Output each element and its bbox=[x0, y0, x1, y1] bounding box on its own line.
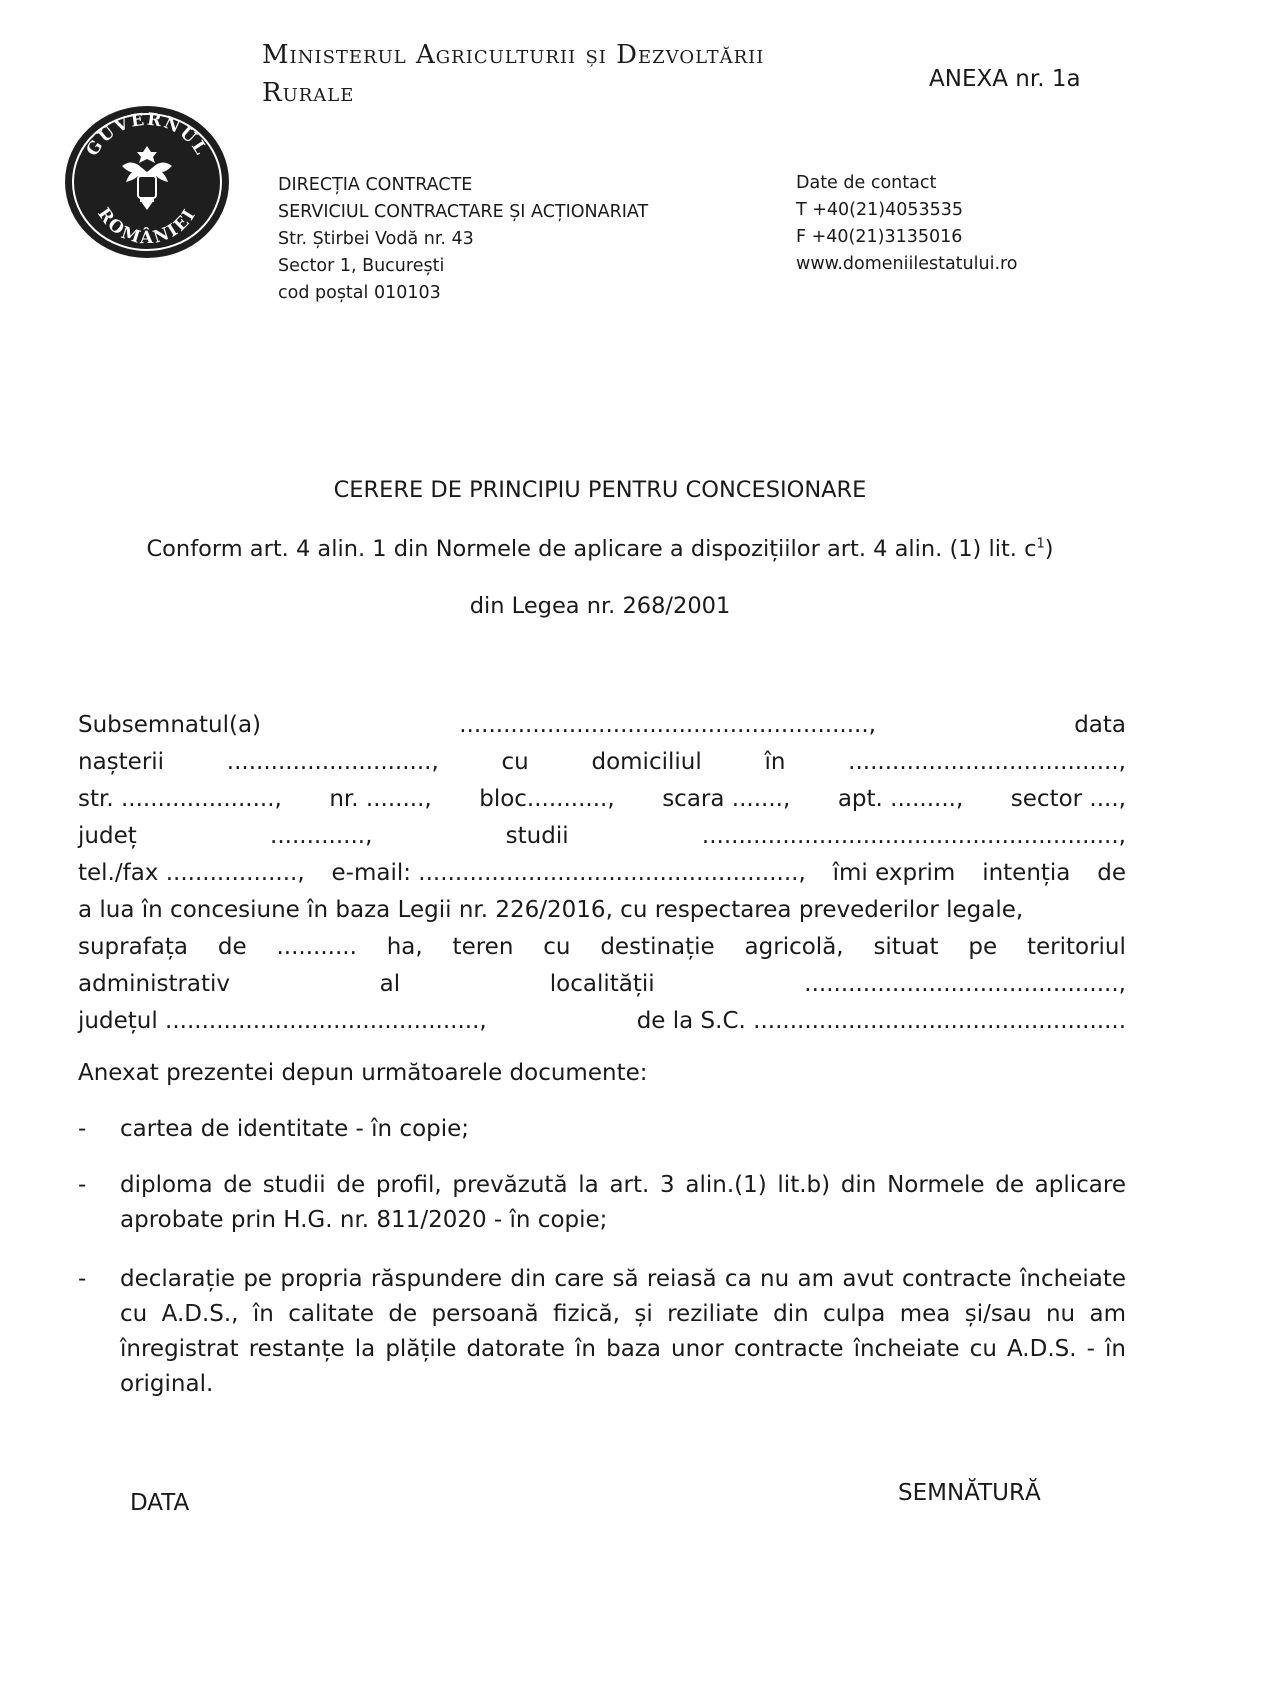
form-line-segment: de bbox=[1097, 860, 1126, 886]
contact-website: www.domeniilestatului.ro bbox=[796, 254, 1018, 274]
ministry-name-line1: Ministerul Agriculturii și Dezvoltării bbox=[262, 40, 765, 70]
form-line-segment: intenția bbox=[982, 860, 1071, 886]
ministry-name bbox=[262, 36, 764, 112]
form-line-segment: a lua în concesiune în baza Legii nr. 226/2016, cu respectarea prevederilor legale, bbox=[78, 897, 1024, 923]
seal-text-bottom: ROMÂNIEI bbox=[93, 204, 201, 249]
form-line-segment: al bbox=[379, 971, 401, 997]
form-line-segment: ............., bbox=[270, 823, 373, 849]
form-line-segment: tel./fax .................., bbox=[78, 860, 305, 886]
form-line-segment: teren bbox=[452, 934, 514, 960]
form-line-segment: studii bbox=[505, 823, 569, 849]
form-line-segment: localității bbox=[549, 971, 655, 997]
form-line-segment: în bbox=[764, 749, 786, 775]
application-form-paragraph bbox=[78, 707, 1126, 1040]
form-line-segment: ha, bbox=[386, 934, 423, 960]
list-dash: - bbox=[78, 1116, 87, 1142]
form-line-segment: Subsemnatul(a) bbox=[78, 712, 262, 738]
form-line-segment: cu bbox=[543, 934, 571, 960]
form-line-segment: scara ......., bbox=[662, 786, 791, 812]
form-line-segment: ........................................................, bbox=[459, 712, 876, 738]
list-item bbox=[78, 1262, 1126, 1402]
subtitle-superscript: 1 bbox=[1036, 536, 1045, 552]
form-line-segment: str. ....................., bbox=[78, 786, 282, 812]
form-line-segment: de bbox=[217, 934, 247, 960]
form-line bbox=[78, 781, 1126, 818]
list-dash: - bbox=[78, 1172, 87, 1198]
address-service: SERVICIUL CONTRACTARE ȘI ACȚIONARIAT bbox=[278, 202, 649, 222]
form-line-segment: e-mail: ...................................................., bbox=[331, 860, 806, 886]
address-street: Str. Știrbei Vodă nr. 43 bbox=[278, 229, 474, 249]
contact-phone: T +40(21)4053535 bbox=[796, 200, 964, 220]
list-item-text: declarație pe propria răspundere din care să reiasă ca nu am avut contracte încheiate cu A.D.S., în calitate de persoană fizică, și reziliate din culpa mea și/sau nu am înregistrat restanțe la plățile datorate în baza unor contracte încheiate cu A.D.S. - în original. bbox=[120, 1266, 1126, 1397]
form-line bbox=[78, 892, 1126, 929]
list-item-text: cartea de identitate - în copie; bbox=[120, 1116, 470, 1142]
annex-label: ANEXA nr. 1a bbox=[929, 66, 1081, 92]
form-line-segment: bloc..........., bbox=[479, 786, 615, 812]
list-item bbox=[78, 1112, 1126, 1147]
form-line bbox=[78, 744, 1126, 781]
form-line-segment: îmi exprim bbox=[832, 860, 956, 886]
date-label: DATA bbox=[130, 1490, 190, 1516]
document-law-reference: din Legea nr. 268/2001 bbox=[469, 593, 731, 619]
list-item bbox=[78, 1168, 1126, 1238]
form-line-segment: ..........................................., bbox=[804, 971, 1126, 997]
form-line-segment: nr. ........, bbox=[329, 786, 432, 812]
form-line-segment: județul ..........................................., bbox=[78, 1008, 487, 1034]
document-title: CERERE DE PRINCIPIU PENTRU CONCESIONARE bbox=[333, 477, 867, 503]
address-sector: Sector 1, București bbox=[278, 256, 445, 276]
form-line-segment: agricolă, bbox=[744, 934, 844, 960]
form-line-segment: județ bbox=[78, 823, 137, 849]
documents-intro: Anexat prezentei depun următoarele documente: bbox=[78, 1060, 648, 1086]
form-line-segment: ........... bbox=[276, 934, 357, 960]
signature-label: SEMNĂTURĂ bbox=[898, 1480, 1041, 1506]
list-dash: - bbox=[78, 1266, 87, 1292]
address-block bbox=[278, 172, 648, 307]
form-line-segment: de la S.C. ................................................... bbox=[636, 1008, 1126, 1034]
form-line bbox=[78, 818, 1126, 855]
ministry-name-line2: Rurale bbox=[262, 78, 355, 108]
form-line bbox=[78, 1003, 1126, 1040]
form-line-segment: situat bbox=[873, 934, 939, 960]
form-line-segment: ....................................., bbox=[848, 749, 1126, 775]
form-line-segment: ........................................................., bbox=[701, 823, 1126, 849]
contact-heading: Date de contact bbox=[796, 173, 937, 193]
document-subtitle bbox=[0, 536, 1200, 562]
form-line-segment: nașterii bbox=[78, 749, 165, 775]
form-line-segment: ............................, bbox=[226, 749, 439, 775]
form-line bbox=[78, 855, 1126, 892]
form-line bbox=[78, 929, 1126, 966]
form-line-segment: pe bbox=[968, 934, 998, 960]
seal-text-top: GUVERNUL bbox=[82, 109, 212, 160]
address-postal-code: cod poștal 010103 bbox=[278, 283, 441, 303]
form-line-segment: teritoriul bbox=[1026, 934, 1126, 960]
contact-block bbox=[796, 170, 1018, 278]
form-line-segment: sector ...., bbox=[1010, 786, 1126, 812]
form-line-segment: suprafața bbox=[78, 934, 189, 960]
government-seal-icon bbox=[62, 104, 232, 260]
form-line-segment: data bbox=[1074, 712, 1126, 738]
form-line-segment: destinație bbox=[600, 934, 715, 960]
form-line-segment: apt. ........., bbox=[837, 786, 964, 812]
address-department: DIRECȚIA CONTRACTE bbox=[278, 175, 473, 195]
form-line-segment: administrativ bbox=[78, 971, 231, 997]
form-line-segment: domiciliul bbox=[591, 749, 702, 775]
contact-fax: F +40(21)3135016 bbox=[796, 227, 963, 247]
form-line bbox=[78, 707, 1126, 744]
subtitle-text: Conform art. 4 alin. 1 din Normele de aplicare a dispozițiilor art. 4 alin. (1) lit. c bbox=[146, 536, 1037, 562]
form-line bbox=[78, 966, 1126, 1003]
form-line-segment: cu bbox=[501, 749, 529, 775]
subtitle-end: ) bbox=[1044, 536, 1054, 562]
list-item-text: diploma de studii de profil, prevăzută la art. 3 alin.(1) lit.b) din Normele de aplicare aprobate prin H.G. nr. 811/2020 - în copie; bbox=[120, 1172, 1126, 1233]
